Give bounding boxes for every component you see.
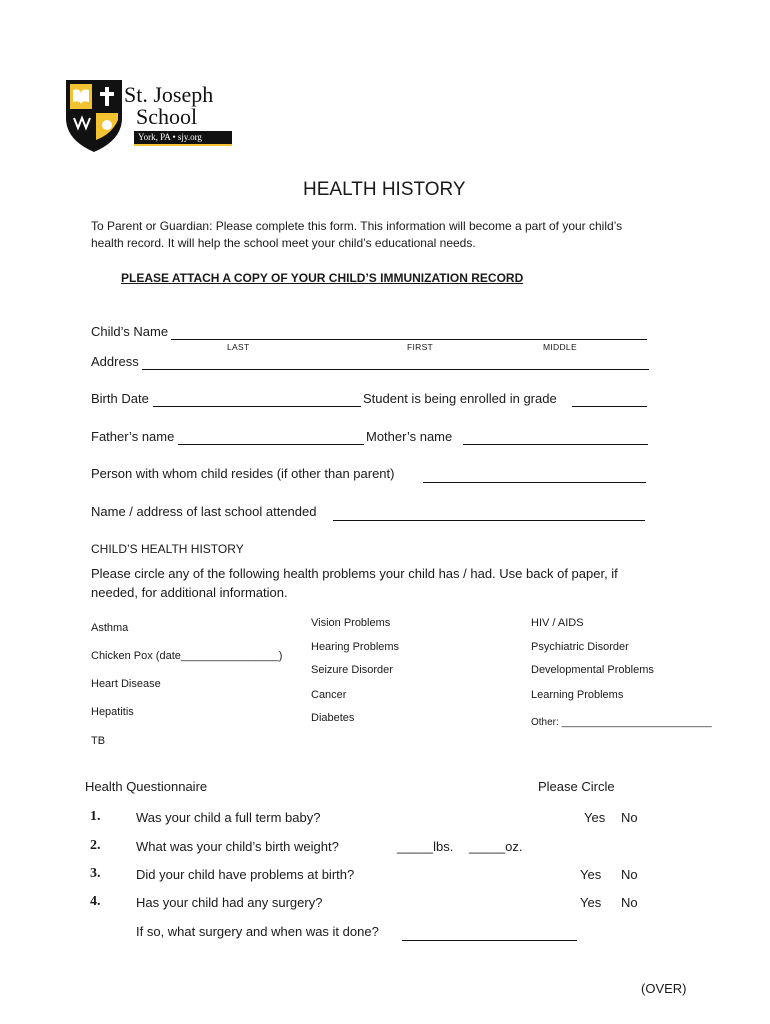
child-name-first-label: FIRST <box>407 342 434 352</box>
child-name-last-label: LAST <box>227 342 250 352</box>
logo-location-text: York, PA • sjy.org <box>138 132 202 142</box>
address-input[interactable] <box>142 368 649 370</box>
q1-number: 1. <box>90 809 101 824</box>
q4-no-option[interactable]: No <box>621 895 638 910</box>
shield-crest-icon <box>64 78 124 154</box>
birth-date-label: Birth Date <box>91 391 149 406</box>
health-instructions-line-2: needed, for additional information. <box>91 585 288 600</box>
please-circle-label: Please Circle <box>538 779 615 794</box>
resides-with-input[interactable] <box>423 481 646 483</box>
over-note: (OVER) <box>641 981 687 996</box>
q3-yes-option[interactable]: Yes <box>580 867 602 882</box>
last-school-input[interactable] <box>333 519 645 521</box>
q4-text: Has your child had any surgery? <box>136 895 323 910</box>
condition-hepatitis[interactable]: Hepatitis <box>91 706 134 718</box>
questionnaire-heading: Health Questionnaire <box>85 779 208 794</box>
condition-heart-disease[interactable]: Heart Disease <box>91 678 161 690</box>
q2-oz-field[interactable]: _____oz. <box>469 839 523 854</box>
condition-hiv-aids[interactable]: HIV / AIDS <box>531 617 584 629</box>
q1-yes-option[interactable]: Yes <box>584 810 606 825</box>
mother-name-label: Mother’s name <box>366 429 453 444</box>
q3-text: Did your child have problems at birth? <box>136 867 355 882</box>
health-instructions-line-1: Please circle any of the following health problems your child has / had. Use back of paper, if <box>91 566 618 581</box>
q2-text: What was your child’s birth weight? <box>136 839 339 854</box>
condition-developmental[interactable]: Developmental Problems <box>531 664 654 676</box>
intro-line-1: To Parent or Guardian: Please complete this form. This information will become a part of your child’s <box>91 219 623 233</box>
father-name-label: Father’s name <box>91 429 175 444</box>
birth-date-input[interactable] <box>153 405 361 407</box>
logo-name-line1: St. Joseph <box>124 82 214 107</box>
q2-number: 2. <box>90 838 101 853</box>
q1-text: Was your child a full term baby? <box>136 810 321 825</box>
q3-number: 3. <box>90 866 101 881</box>
last-school-label: Name / address of last school attended <box>91 504 317 519</box>
grade-label: Student is being enrolled in grade <box>363 391 557 406</box>
attach-notice: PLEASE ATTACH A COPY OF YOUR CHILD’S IMMUNIZATION RECORD <box>121 271 524 285</box>
q2-lbs-field[interactable]: _____lbs. <box>397 839 454 854</box>
q4-followup-input[interactable] <box>402 939 577 941</box>
condition-cancer[interactable]: Cancer <box>311 689 347 701</box>
condition-hearing[interactable]: Hearing Problems <box>311 641 400 653</box>
father-name-input[interactable] <box>178 443 364 445</box>
condition-psychiatric[interactable]: Psychiatric Disorder <box>531 641 629 653</box>
health-history-heading: CHILD’S HEALTH HISTORY <box>91 542 244 556</box>
condition-asthma[interactable]: Asthma <box>91 622 129 634</box>
condition-diabetes[interactable]: Diabetes <box>311 712 355 724</box>
q1-no-option[interactable]: No <box>621 810 638 825</box>
q4-number: 4. <box>90 894 101 909</box>
condition-chicken-pox[interactable]: Chicken Pox (date________________) <box>91 650 283 662</box>
child-name-input[interactable] <box>171 338 647 340</box>
grade-input[interactable] <box>572 405 647 407</box>
logo-location <box>134 131 232 146</box>
q4-followup-label: If so, what surgery and when was it done? <box>136 924 379 939</box>
address-label: Address <box>91 354 139 369</box>
intro-line-2: health record. It will help the school meet your child’s educational needs. <box>91 236 476 250</box>
child-name-middle-label: MIDDLE <box>543 342 577 352</box>
condition-tb[interactable]: TB <box>91 735 106 747</box>
condition-other[interactable]: Other: ___________________________ <box>531 717 712 728</box>
logo-name-line2: School <box>136 104 198 129</box>
q4-yes-option[interactable]: Yes <box>580 895 602 910</box>
condition-learning[interactable]: Learning Problems <box>531 689 624 701</box>
child-name-label: Child’s Name <box>91 324 169 339</box>
resides-with-label: Person with whom child resides (if other than parent) <box>91 466 395 481</box>
condition-seizure[interactable]: Seizure Disorder <box>311 664 393 676</box>
condition-vision[interactable]: Vision Problems <box>311 617 391 629</box>
mother-name-input[interactable] <box>463 443 648 445</box>
school-logo <box>64 78 234 154</box>
q3-no-option[interactable]: No <box>621 867 638 882</box>
page-title: HEALTH HISTORY <box>303 179 466 200</box>
